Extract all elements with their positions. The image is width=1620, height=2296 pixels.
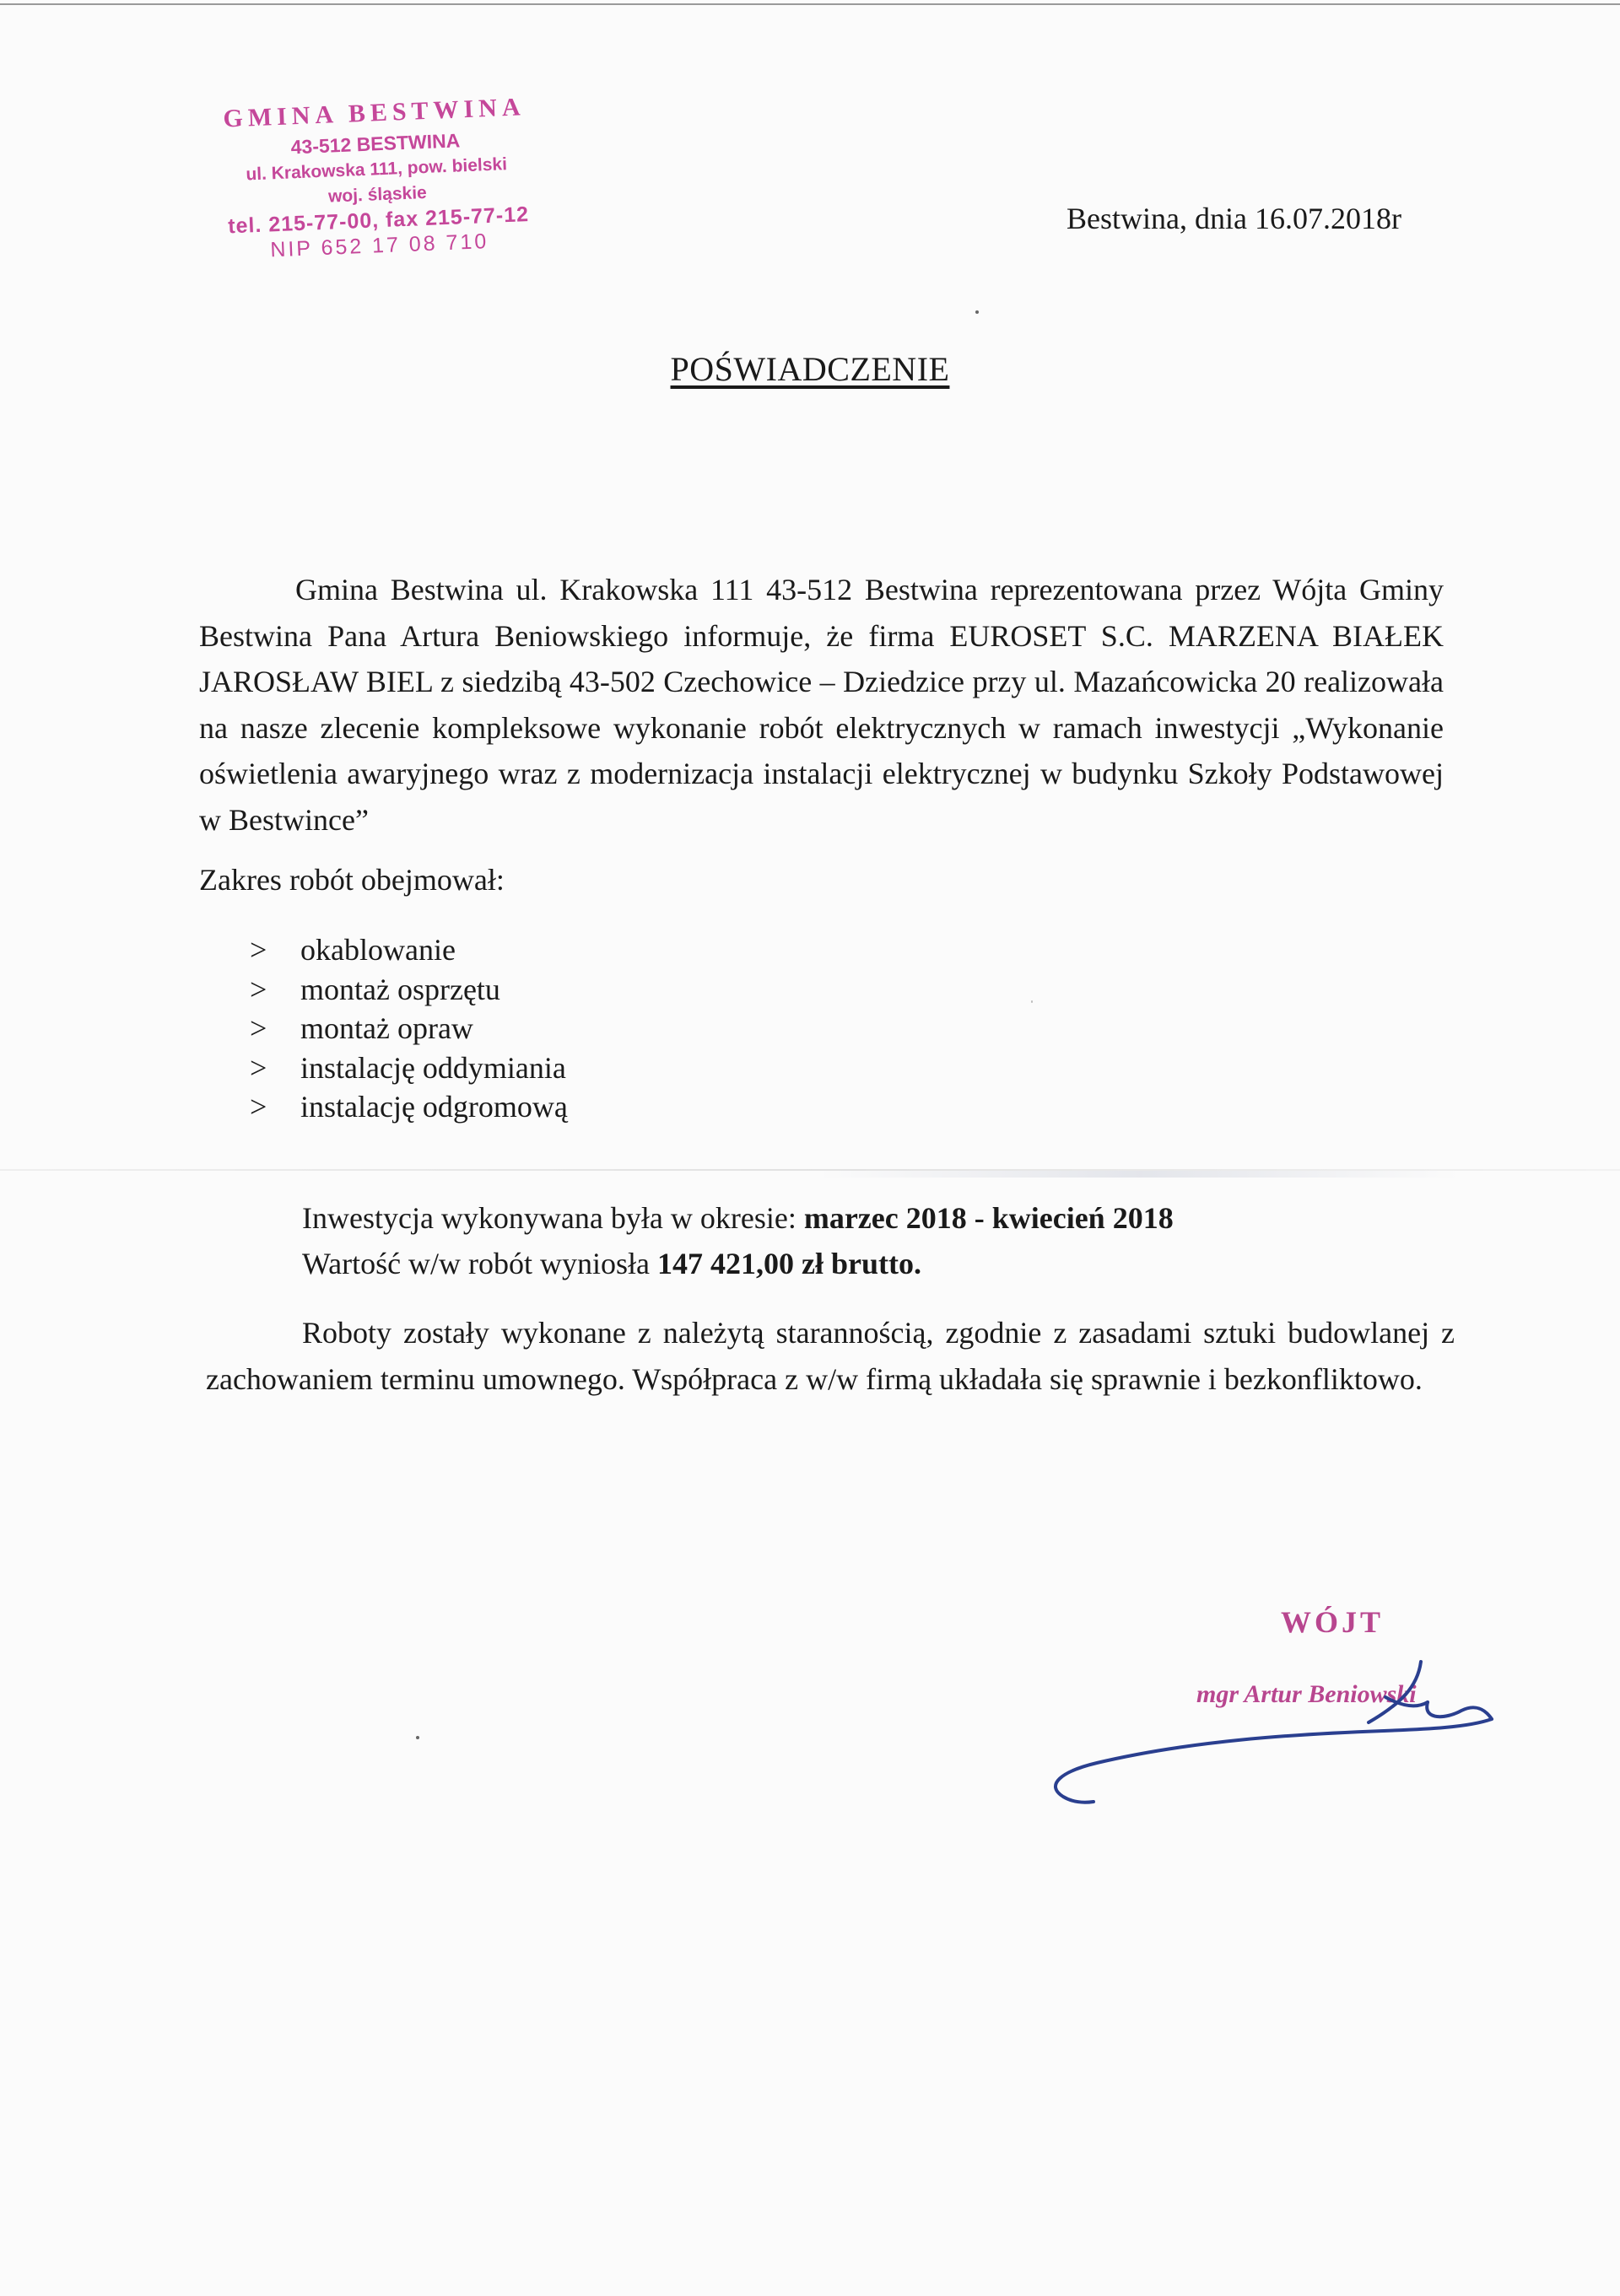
bullet-marker: >: [250, 933, 267, 967]
stamp-nip: NIP 652 17 08 710: [269, 229, 489, 262]
cost-label: Wartość w/w robót wyniosła: [302, 1247, 651, 1280]
document-title-wrap: [0, 349, 1620, 389]
list-item-text: montaż opraw: [300, 1011, 473, 1045]
scope-heading: Zakres robót obejmował:: [199, 863, 505, 897]
list-item: [250, 1050, 568, 1090]
document-date: Bestwina, dnia 16.07.2018r: [1066, 202, 1401, 235]
list-item-text: okablowanie: [300, 933, 456, 967]
stamp-street: ul. Krakowska 111, pow. bielski: [245, 154, 508, 185]
list-item: [250, 1089, 568, 1129]
bullet-marker: >: [250, 1090, 267, 1124]
office-stamp: [192, 92, 562, 275]
signature-stamp-name: mgr Artur Beniowski: [1196, 1680, 1417, 1708]
cost-value: 147 421,00: [657, 1247, 795, 1280]
paper-fold-shadow: [818, 1171, 1460, 1178]
document-title: POŚWIADCZENIE: [670, 350, 950, 388]
bullet-marker: >: [250, 1011, 267, 1045]
closing-paragraph: Roboty zostały wykonane z należytą starannością, zgodnie z zasadami sztuki budowlanej z zachowaniem terminu umownego. Współpraca z w/w firmą układała się sprawnie i bezkonfliktowo.: [206, 1316, 1455, 1396]
signature-stamp-title: WÓJT: [1281, 1605, 1385, 1639]
list-item: [250, 932, 568, 972]
stamp-office-name: GMINA BESTWINA: [222, 93, 526, 133]
handwritten-signature: [1046, 1603, 1519, 1805]
bullet-marker: >: [250, 1050, 267, 1085]
cost-line: [302, 1246, 921, 1281]
top-edge-line: [0, 3, 1620, 5]
period-value: marzec 2018 - kwiecień 2018: [803, 1201, 1174, 1235]
stamp-voivodeship: woj. śląskie: [327, 182, 428, 207]
period-label: Inwestycja wykonywana była w okresie:: [302, 1201, 796, 1235]
scope-list: [250, 932, 568, 1129]
list-item: [250, 1011, 568, 1050]
list-item: [250, 972, 568, 1011]
list-item-text: instalację oddymiania: [300, 1050, 566, 1085]
speck: [416, 1736, 419, 1739]
speck: [1031, 1000, 1033, 1003]
stamp-phone-fax: tel. 215-77-00, fax 215-77-12: [227, 202, 530, 239]
list-item-text: instalację odgromową: [300, 1090, 568, 1124]
body-paragraph: Gmina Bestwina ul. Krakowska 111 43-512 Bestwina reprezentowana przez Wójta Gminy Bestwina Pana Artura Beniowskiego informuje, że firma EUROSET S.C. MARZENA BIAŁEK JAROSŁAW BIEL z siedzibą 43-502 Czechowice – Dziedzice przy ul. Mazańcowicka 20 realizowała na nasze zlecenie kompleksowe wykonanie robót elektrycznych w ramach inwestycji „Wykonanie oświetlenia awaryjnego wraz z modernizacja instalacji elektrycznej w budynku Szkoły Podstawowej w Bestwince”: [199, 573, 1444, 837]
stamp-postal-code: 43-512 BESTWINA: [290, 129, 461, 159]
period-line: [302, 1200, 1174, 1236]
list-item-text: montaż osprzętu: [300, 972, 500, 1006]
cost-suffix: zł brutto.: [802, 1247, 922, 1280]
speck: [975, 310, 979, 314]
bullet-marker: >: [250, 972, 267, 1006]
